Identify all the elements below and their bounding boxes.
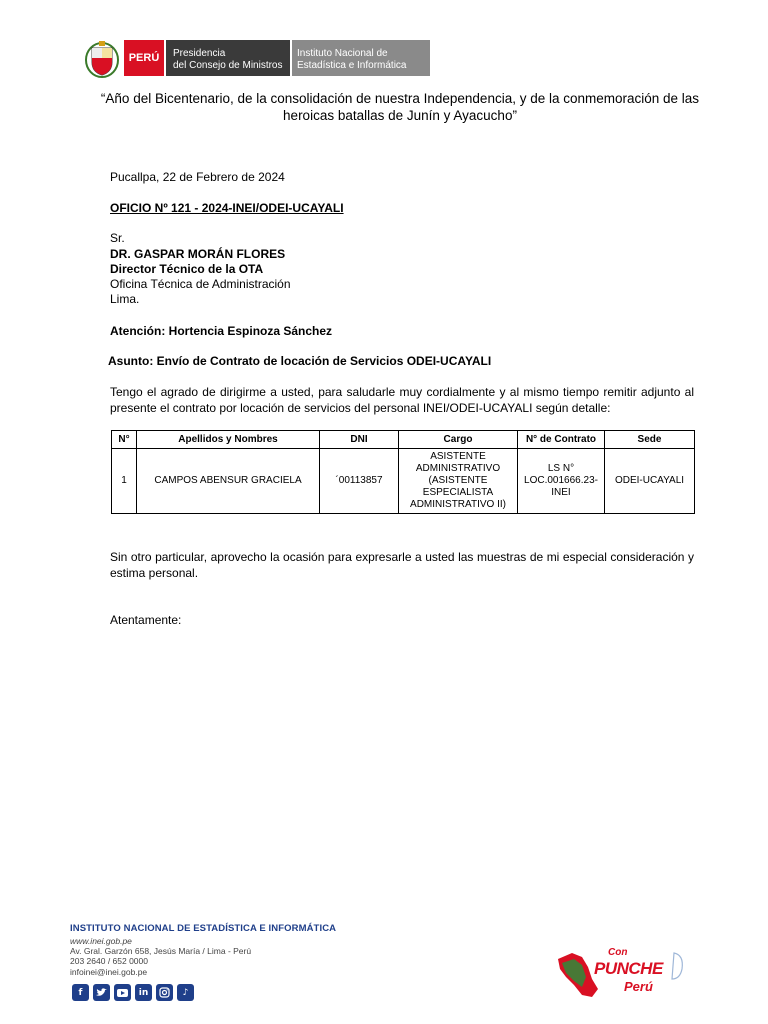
peru-coat-of-arms-icon — [84, 38, 120, 78]
subject-line: Asunto: Envío de Contrato de locación de Servicios ODEI-UCAYALI — [108, 354, 492, 368]
campaign-punche: PUNCHE — [594, 959, 663, 978]
footer-phone: 203 2640 / 652 0000 — [70, 956, 148, 966]
inei-line-1: Instituto Nacional de — [297, 48, 388, 59]
header-dni: DNI — [320, 431, 399, 449]
year-motto-line-1: “Año del Bicentenario, de la consolidación de nuestra Independencia, y de la conmemoración de las — [100, 91, 700, 106]
footer-email[interactable]: infoinei@inei.gob.pe — [70, 967, 148, 977]
place-date: Pucallpa, 22 de Febrero de 2024 — [110, 170, 285, 184]
cell-cargo: ASISTENTE ADMINISTRATIVO (ASISTENTE ESPECIALISTA ADMINISTRATIVO II) — [399, 449, 518, 514]
body-paragraph: Tengo el agrado de dirigirme a usted, para saludarle muy cordialmente y al mismo tiempo remitir adjunto al presente el contrato por locación de servicios del personal INEI/ODEI-UCAYALI según detalle: — [110, 385, 694, 415]
header-sede: Sede — [605, 431, 695, 449]
pcm-label — [166, 40, 290, 76]
signoff: Atentamente: — [110, 613, 182, 627]
pcm-line-1: Presidencia — [173, 48, 226, 59]
closing-paragraph: Sin otro particular, aprovecho la ocasión para expresarle a usted las muestras de mi especial consideración y estima personal. — [110, 550, 694, 580]
twitter-icon[interactable] — [93, 984, 110, 1001]
campaign-peru: Perú — [624, 979, 653, 994]
table-row — [112, 449, 695, 514]
contract-table — [111, 430, 695, 514]
inei-line-2: Estadística e Informática — [297, 60, 407, 71]
tiktok-icon[interactable]: ♪ — [177, 984, 194, 1001]
peru-label: PERÚ — [124, 40, 164, 76]
cell-dni: ´00113857 — [320, 449, 399, 514]
recipient-salutation: Sr. — [110, 231, 125, 245]
recipient-name: DR. GASPAR MORÁN FLORES — [110, 247, 286, 261]
pcm-line-2: del Consejo de Ministros — [173, 60, 283, 71]
year-motto — [100, 90, 700, 124]
recipient-office: Oficina Técnica de Administración — [110, 277, 291, 291]
footer-org-name: INSTITUTO NACIONAL DE ESTADÍSTICA E INFORMÁTICA — [70, 923, 337, 934]
linkedin-icon[interactable]: in — [135, 984, 152, 1001]
recipient-title: Director Técnico de la OTA — [110, 262, 264, 276]
cell-sede: ODEI-UCAYALI — [605, 449, 695, 514]
footer-website[interactable]: www.inei.gob.pe — [70, 936, 132, 946]
header-contract: N° de Contrato — [518, 431, 605, 449]
con-punche-peru-logo — [552, 945, 690, 1005]
footer-address: Av. Gral. Garzón 658, Jesús María / Lima - Perú — [70, 946, 252, 956]
recipient-city: Lima. — [110, 292, 140, 306]
oficio-number: OFICIO Nº 121 - 2024-INEI/ODEI-UCAYALI — [110, 201, 344, 215]
attention-line: Atención: Hortencia Espinoza Sánchez — [110, 324, 333, 338]
government-logo-bar — [84, 38, 430, 78]
campaign-con: Con — [608, 947, 628, 958]
table-header-row — [112, 431, 695, 449]
youtube-icon[interactable] — [114, 984, 131, 1001]
header-name: Apellidos y Nombres — [137, 431, 320, 449]
inei-label — [292, 40, 430, 76]
cell-number: 1 — [112, 449, 137, 514]
year-motto-line-2: heroicas batallas de Junín y Ayacucho” — [283, 108, 517, 123]
header-number: N° — [112, 431, 137, 449]
cell-name: CAMPOS ABENSUR GRACIELA — [137, 449, 320, 514]
cell-contract: LS N° LOC.001666.23-INEI — [518, 449, 605, 514]
social-links — [72, 984, 194, 1001]
facebook-icon[interactable]: f — [72, 984, 89, 1001]
instagram-icon[interactable] — [156, 984, 173, 1001]
header-cargo: Cargo — [399, 431, 518, 449]
